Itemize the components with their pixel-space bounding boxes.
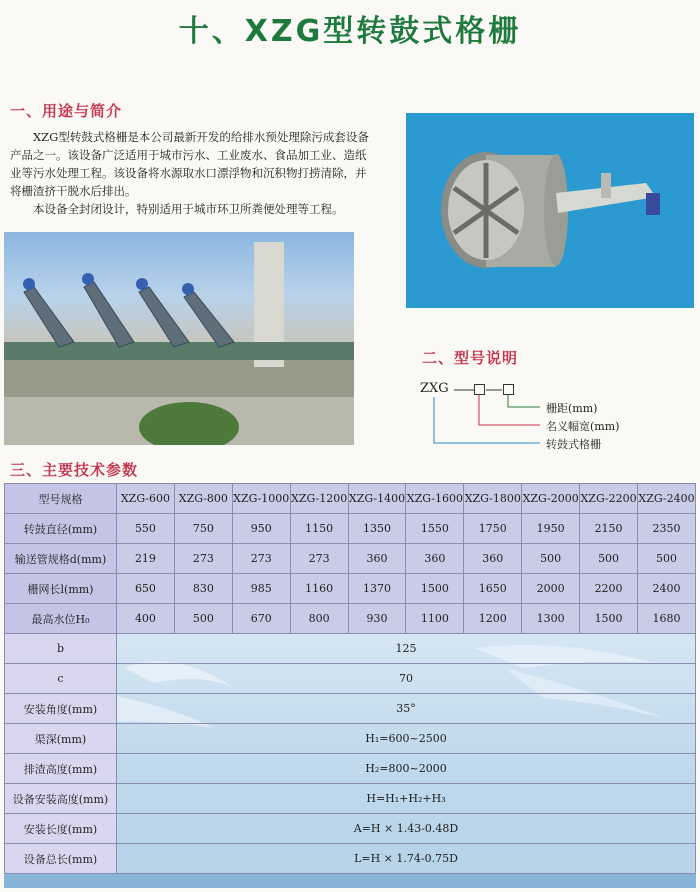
header-model-cell: XZG-1200 xyxy=(290,484,348,514)
table-span-row xyxy=(5,694,696,724)
table-row xyxy=(5,544,696,574)
row-value-cell: 500 xyxy=(638,544,696,574)
table-span-row xyxy=(5,844,696,874)
intro-paragraph-1: XZG型转鼓式格栅是本公司最新开发的给排水预处理除污成套设备产品之一。该设备广泛适用于城市污水、工业废水、食品加工业、造纸业等污水处理工程。该设备将水源取水口漂浮物和沉积物打捞清除，并将栅渣挤干脱水后排出。 xyxy=(10,130,369,198)
row-value-cell: 1300 xyxy=(522,604,580,634)
row-value-cell: 273 xyxy=(290,544,348,574)
table-span-row xyxy=(5,784,696,814)
row-value-cell: 985 xyxy=(232,574,290,604)
table-span-row xyxy=(5,814,696,844)
span-label-cell: 设备总长(mm) xyxy=(5,844,117,874)
spec-table-wrapper xyxy=(4,483,696,874)
span-value-cell: H=H₁+H₂+H₃ xyxy=(117,784,696,814)
installation-illustration xyxy=(4,232,354,445)
row-value-cell: 2400 xyxy=(638,574,696,604)
row-value-cell: 219 xyxy=(117,544,175,574)
row-label-cell: 转鼓直径(mm) xyxy=(5,514,117,544)
header-model-cell: XZG-1800 xyxy=(464,484,522,514)
row-value-cell: 360 xyxy=(464,544,522,574)
installation-photo xyxy=(4,232,354,445)
model-label-type: 转鼓式格栅 xyxy=(546,438,601,451)
header-model-cell: XZG-600 xyxy=(117,484,175,514)
section3-heading: 三、主要技术参数 xyxy=(10,461,139,479)
row-value-cell: 500 xyxy=(174,604,232,634)
header-model-cell: XZG-800 xyxy=(174,484,232,514)
row-label-cell: 最高水位H₀ xyxy=(5,604,117,634)
model-box-width xyxy=(474,384,485,395)
model-code: ZXG xyxy=(420,381,449,396)
row-value-cell: 400 xyxy=(117,604,175,634)
header-model-cell: XZG-2400 xyxy=(638,484,696,514)
span-value-cell: 70 xyxy=(117,664,696,694)
span-label-cell: c xyxy=(5,664,117,694)
span-label-cell: 设备安装高度(mm) xyxy=(5,784,117,814)
row-value-cell: 1680 xyxy=(638,604,696,634)
header-model-cell: XZG-2000 xyxy=(522,484,580,514)
spec-table xyxy=(4,483,696,874)
row-value-cell: 1550 xyxy=(406,514,464,544)
row-value-cell: 800 xyxy=(290,604,348,634)
model-label-width: 名义幅宽(mm) xyxy=(546,420,620,433)
span-label-cell: 安装长度(mm) xyxy=(5,814,117,844)
row-value-cell: 930 xyxy=(348,604,406,634)
header-model-cell: XZG-1400 xyxy=(348,484,406,514)
table-row xyxy=(5,514,696,544)
section2-heading: 二、型号说明 xyxy=(422,349,519,367)
table-span-row xyxy=(5,724,696,754)
table-header-row xyxy=(5,484,696,514)
drum-screen-illustration xyxy=(406,113,694,308)
section1-heading: 一、用途与简介 xyxy=(10,102,123,120)
page-title: 十、XZG型转鼓式格栅 xyxy=(178,14,522,49)
header-model-cell: XZG-2200 xyxy=(580,484,638,514)
row-value-cell: 830 xyxy=(174,574,232,604)
row-value-cell: 950 xyxy=(232,514,290,544)
row-value-cell: 1950 xyxy=(522,514,580,544)
row-value-cell: 2150 xyxy=(580,514,638,544)
row-value-cell: 360 xyxy=(348,544,406,574)
span-label-cell: 安装角度(mm) xyxy=(5,694,117,724)
row-value-cell: 1500 xyxy=(406,574,464,604)
row-value-cell: 500 xyxy=(522,544,580,574)
table-row xyxy=(5,574,696,604)
span-value-cell: 125 xyxy=(117,634,696,664)
row-value-cell: 273 xyxy=(174,544,232,574)
row-value-cell: 1370 xyxy=(348,574,406,604)
row-value-cell: 273 xyxy=(232,544,290,574)
row-value-cell: 1650 xyxy=(464,574,522,604)
span-value-cell: 35° xyxy=(117,694,696,724)
span-label-cell: 排渣高度(mm) xyxy=(5,754,117,784)
row-value-cell: 2350 xyxy=(638,514,696,544)
model-label-spacing: 栅距(mm) xyxy=(546,402,598,415)
row-label-cell: 栅网长l(mm) xyxy=(5,574,117,604)
span-value-cell: H₂=800~2000 xyxy=(117,754,696,784)
span-value-cell: A=H × 1.43-0.48D xyxy=(117,814,696,844)
span-label-cell: 渠深(mm) xyxy=(5,724,117,754)
product-photo xyxy=(406,113,694,308)
table-span-row xyxy=(5,754,696,784)
header-label-cell: 型号规格 xyxy=(5,484,117,514)
intro-paragraph-2: 本设备全封闭设计，特别适用于城市环卫所粪便处理等工程。 xyxy=(33,202,344,216)
row-value-cell: 650 xyxy=(117,574,175,604)
row-value-cell: 500 xyxy=(580,544,638,574)
row-value-cell: 1160 xyxy=(290,574,348,604)
header-model-cell: XZG-1000 xyxy=(232,484,290,514)
row-value-cell: 1750 xyxy=(464,514,522,544)
row-value-cell: 1100 xyxy=(406,604,464,634)
span-value-cell: L=H × 1.74-0.75D xyxy=(117,844,696,874)
model-box-spacing xyxy=(503,384,514,395)
header-model-cell: XZG-1600 xyxy=(406,484,464,514)
table-row xyxy=(5,604,696,634)
model-diagram xyxy=(420,381,680,461)
row-value-cell: 360 xyxy=(406,544,464,574)
span-value-cell: H₁=600~2500 xyxy=(117,724,696,754)
row-value-cell: 1350 xyxy=(348,514,406,544)
row-label-cell: 输送管规格d(mm) xyxy=(5,544,117,574)
table-span-row xyxy=(5,664,696,694)
row-value-cell: 750 xyxy=(174,514,232,544)
row-value-cell: 670 xyxy=(232,604,290,634)
row-value-cell: 1500 xyxy=(580,604,638,634)
row-value-cell: 2000 xyxy=(522,574,580,604)
row-value-cell: 1150 xyxy=(290,514,348,544)
row-value-cell: 2200 xyxy=(580,574,638,604)
span-label-cell: b xyxy=(5,634,117,664)
intro-text xyxy=(10,128,370,218)
table-span-row xyxy=(5,634,696,664)
row-value-cell: 550 xyxy=(117,514,175,544)
row-value-cell: 1200 xyxy=(464,604,522,634)
